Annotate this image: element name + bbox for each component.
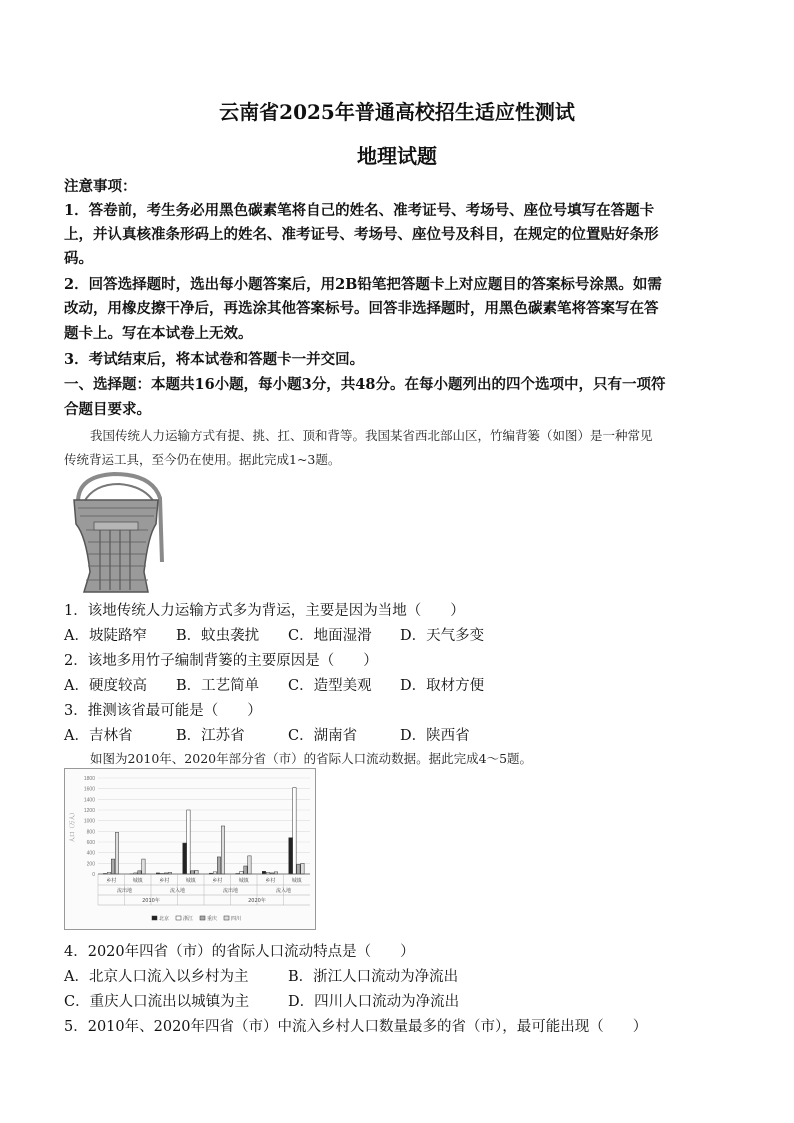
bar: [221, 826, 224, 874]
x-tick-label: 乡村: [212, 878, 223, 884]
population-flow-chart: [64, 768, 316, 930]
bar: [183, 843, 186, 874]
y-tick-label: 0: [92, 872, 95, 878]
option-b: B．工艺简单: [176, 678, 260, 694]
y-tick-label: 1200: [83, 808, 95, 814]
legend-label: 重庆: [207, 916, 218, 922]
x-subgroup-label: 流入地: [275, 888, 292, 894]
option-d: D．天气多变: [400, 628, 485, 644]
bar: [297, 864, 300, 874]
x-tick-label: 乡村: [106, 878, 117, 884]
notes-heading: 注意事项：: [64, 178, 137, 195]
bar: [301, 863, 304, 874]
y-tick-label: 1400: [83, 797, 95, 804]
note-line: 上，并认真核准条形码上的姓名、准考证号、考场号、座位号及科目，在规定的位置贴好条形: [64, 226, 659, 243]
option-b: B．浙江人口流动为净流出: [288, 969, 459, 985]
passage-1: 我国传统人力运输方式有提、挑、扛、顶和背等。我国某省西北部山区，竹编背篓（如图）是一种常见: [90, 428, 653, 443]
passage-1-cont: 传统背运工具，至今仍在使用。据此完成1~3题。: [64, 452, 341, 467]
note-line: 码。: [64, 250, 93, 267]
y-tick-label: 1000: [83, 818, 95, 825]
bar: [244, 866, 247, 874]
option-d: D．陕西省: [400, 728, 470, 744]
bar: [138, 871, 141, 874]
option-a: A．硬度较高: [64, 678, 147, 694]
x-subgroup-label: 流出地: [222, 888, 239, 894]
option-b: B．江苏省: [176, 728, 245, 744]
bar: [293, 788, 296, 874]
x-subgroup-label: 流入地: [169, 888, 186, 894]
legend-label: 北京: [159, 916, 170, 922]
legend-swatch: [200, 916, 205, 920]
section-heading: 一、选择题：本题共16小题，每小题3分，共48分。在每小题列出的四个选项中，只有一项符: [64, 376, 666, 393]
bar: [111, 859, 114, 874]
y-tick-label: 200: [86, 861, 95, 868]
x-tick-label: 城镇: [132, 878, 143, 884]
bar: [191, 871, 194, 874]
x-tick-label: 城镇: [291, 878, 302, 884]
y-tick-label: 600: [86, 840, 95, 846]
question-4-stem: 4．2020年四省（市）的省际人口流动特点是（ ）: [64, 944, 415, 960]
question-2-stem: 2．该地多用竹子编制背篓的主要原因是（ ）: [64, 653, 378, 669]
bar: [142, 859, 145, 874]
option-a: A．吉林省: [64, 728, 133, 744]
y-tick-label: 800: [86, 829, 95, 836]
option-c: C．地面湿滑: [288, 628, 372, 644]
bar: [195, 870, 198, 874]
bar: [217, 857, 220, 874]
option-d: D．取材方便: [400, 678, 485, 694]
x-year-label: 2020年: [248, 898, 266, 904]
legend-label: 四川: [231, 916, 242, 922]
note-line: 3．考试结束后，将本试卷和答题卡一并交回。: [64, 351, 365, 368]
bar: [262, 871, 265, 874]
option-c: C．造型美观: [288, 678, 372, 694]
bar: [115, 832, 118, 874]
option-a: A．坡陡路窄: [64, 628, 147, 644]
bar: [248, 856, 251, 874]
x-tick-label: 城镇: [238, 878, 249, 884]
bar: [289, 838, 292, 874]
y-tick-label: 1800: [83, 776, 95, 782]
bamboo-basket-image: [64, 472, 174, 594]
question-3-stem: 3．推测该省最可能是（ ）: [64, 703, 262, 719]
y-axis-label: 人口（万人）: [70, 809, 76, 843]
y-tick-label: 400: [86, 850, 95, 857]
legend-swatch: [176, 916, 181, 920]
x-tick-label: 城镇: [185, 878, 196, 884]
option-b: B．蚊虫袭扰: [176, 628, 260, 644]
exam-subject: 地理试题: [357, 144, 437, 168]
question-5-stem: 5．2010年、2020年四省（市）中流入乡村人口数量最多的省（市），最可能出现（ ）: [64, 1019, 648, 1035]
exam-title: 云南省2025年普通高校招生适应性测试: [219, 100, 575, 124]
option-c: C．湖南省: [288, 728, 358, 744]
x-subgroup-label: 流出地: [116, 888, 133, 894]
option-d: D．四川人口流动为净流出: [288, 994, 460, 1010]
note-line: 1．答卷前，考生务必用黑色碳素笔将自己的姓名、准考证号、考场号、座位号填写在答题卡: [64, 202, 655, 219]
passage-2: 如图为2010年、2020年部分省（市）的省际人口流动数据。据此完成4～5题。: [90, 751, 533, 766]
option-c: C．重庆人口流出以城镇为主: [64, 994, 250, 1010]
x-tick-label: 乡村: [265, 878, 276, 884]
note-line: 2．回答选择题时，选出每小题答案后，用2B铅笔把答题卡上对应题目的答案标号涂黑。如需: [64, 276, 662, 293]
x-year-label: 2010年: [142, 898, 160, 904]
x-tick-label: 乡村: [159, 878, 170, 884]
y-tick-label: 1600: [83, 786, 95, 793]
legend-swatch: [224, 916, 229, 920]
section-heading-cont: 合题目要求。: [64, 401, 151, 418]
legend-label: 浙江: [183, 916, 194, 922]
note-line: 改动，用橡皮擦干净后，再选涂其他答案标号。回答非选择题时，用黑色碳素笔将答案写在答: [64, 300, 659, 317]
legend-swatch: [152, 916, 157, 920]
note-line: 题卡上。写在本试卷上无效。: [64, 325, 253, 342]
bar: [187, 810, 190, 874]
bar: [240, 871, 243, 874]
question-1-stem: 1．该地传统人力运输方式多为背运，主要是因为当地（ ）: [64, 603, 465, 619]
option-a: A．北京人口流入以乡村为主: [64, 969, 249, 985]
